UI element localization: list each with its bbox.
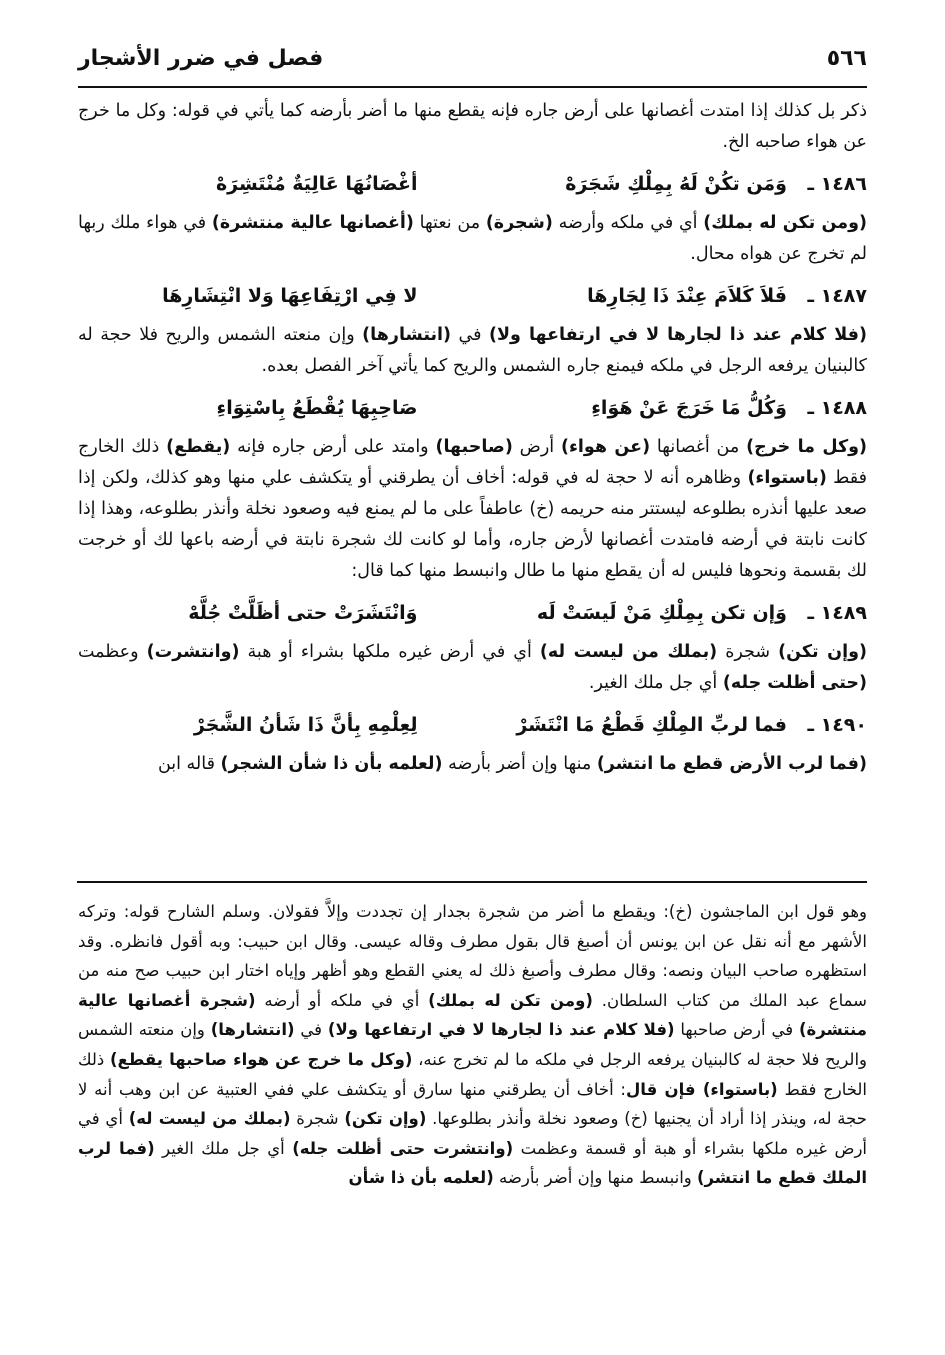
quoted-verse-term: (ومن تكن له بملك) <box>703 213 867 233</box>
commentary-text: في هواء ملك ربها لم تخرج عن هواه محال. <box>78 213 867 264</box>
quoted-verse-term: (باستواء) فإن قال <box>625 1079 778 1099</box>
commentary-paragraph <box>78 749 867 780</box>
commentary-paragraph <box>78 637 867 699</box>
verse-blocks <box>78 162 867 780</box>
verse-second-hemistich: صَاحِبِهَا يُقْطَعُ بِاسْتِوَاءِ <box>216 397 418 419</box>
footnote-text: أي في ملكه أو أرضه <box>255 990 429 1010</box>
quoted-verse-term: (فلا كلام عند ذا لجارها لا في ارتفاعها ولا) <box>489 325 868 345</box>
quoted-verse-term: (وكل ما خرج) <box>746 437 868 457</box>
footnote-text: ذلك الخارج فقط <box>78 1049 868 1099</box>
verse-first-hemistich: وَكُلُّ مَا خَرَجَ عَنْ هَوَاءِ <box>591 397 787 419</box>
footnote-text: وانبسط منها وإن أضر بأرضه <box>493 1168 697 1188</box>
commentary-text: أرض <box>512 437 561 457</box>
verse-number: ١٤٨٧ ـ <box>807 285 867 307</box>
quoted-verse-term: (فلا كلام عند ذا لجارها لا في ارتفاعها ولا) <box>327 1020 675 1040</box>
quoted-verse-term: (لعلمه بأن ذا شأن <box>348 1168 494 1188</box>
commentary-paragraph <box>78 320 867 382</box>
commentary-text: وامتد على أرض جاره فإنه <box>230 437 436 457</box>
verse-number: ١٤٩٠ ـ <box>807 714 867 736</box>
page-header <box>78 36 867 80</box>
commentary-paragraph <box>78 432 867 587</box>
commentary-text: وعظمت <box>78 642 147 662</box>
quoted-verse-term: (انتشارها) <box>210 1020 295 1040</box>
commentary-text: أي في ملكه وأرضه <box>552 213 704 233</box>
footnotes <box>78 897 867 1193</box>
verse-number: ١٤٨٦ ـ <box>807 173 867 195</box>
commentary-text: من أغصانها <box>650 437 747 457</box>
quoted-verse-term: (انتشارها) <box>362 325 452 345</box>
main-text <box>78 96 867 780</box>
quoted-verse-term: (وإن تكن) <box>344 1109 427 1129</box>
verse-second-hemistich: وَانْتَشَرَتْ حتى أظَلَّتْ جُلَّهْ <box>188 602 418 624</box>
footnote-text: في أرض صاحبها <box>674 1020 799 1040</box>
footnote-divider <box>77 881 867 883</box>
commentary-text: ذلك الخارج فقط <box>78 437 867 488</box>
footnote-text: شجرة <box>290 1109 345 1129</box>
quoted-verse-term: (أغصانها عالية منتشرة) <box>211 213 414 233</box>
verse-number: ١٤٨٩ ـ <box>807 602 867 624</box>
page-number: ٥٦٦ <box>826 45 867 71</box>
commentary-text: قاله ابن <box>157 754 221 774</box>
commentary-text: منها وإن أضر بأرضه <box>442 754 597 774</box>
verse-first-hemistich: وَإن تكن بِمِلْكِ مَنْ لَيسَتْ لَه <box>536 602 787 624</box>
commentary-text: وظاهره أنه لا حجة له في قوله: أخاف أن يطرقني أو يتكشف علي منها وهو كذلك، ولكن إذا صعد عليها أنذره بطلوعه ليستتر منه حريمه (خ) عاطفاً على ما لم يمنع فيه وصعود نخلة وأنذر بطلوعه، وهذا إذا كانت نابتة في أرضه فامتدت أغصانها لأرض جاره، وأما لو كانت لك شجرة نابتة في أرضه باعها لك أو خرجت لك بقسمة ونحوها فليس له أن يقطع منها ما طال وانبسط منها كما قال: <box>78 468 867 581</box>
quoted-verse-term: (شجرة أغصانها عالية منتشرة) <box>78 990 867 1040</box>
quoted-verse-term: (عن هواء) <box>560 437 651 457</box>
verse-first-hemistich: فما لربِّ المِلْكِ قَطْعُ مَا انْتَشَرْ <box>516 714 787 736</box>
quoted-verse-term: (باستواء) <box>747 468 827 488</box>
quoted-verse-term: (فما لرب الأرض قطع ما انتشر) <box>596 754 867 774</box>
footnote-text: وهو قول ابن الماجشون (خ): ويقطع ما أضر من شجرة بجدار إن تجددت وإلاَّ فقولان. وسلم الشارح قوله: وتركه الأشهر مع أنه نقل عن ابن يونس أن أصبغ قال بقول مطرف وقاله عيسى. وقال ابن حبيب: وبه أقول فانظره. وقد استظهره صاحب البيان ونصه: وقال مطرف وأصبغ ذلك له يعني القطع وهو أظهر وإياه اختار ابن حبيب صح منه من سماع عبد الملك من كتاب السلطان. <box>78 902 867 1010</box>
verse-line <box>78 591 867 635</box>
footnote-paragraph <box>78 897 867 1193</box>
quoted-verse-term: (يقطع) <box>166 437 231 457</box>
intro-paragraph: ذكر بل كذلك إذا امتدت أغصانها على أرض جاره فإنه يقطع منها ما أضر بأرضه كما يأتي في قوله: وكل ما خرج عن هواء صاحبه الخ. <box>78 101 867 152</box>
quoted-verse-term: (فما لرب الملك قطع ما انتشر) <box>78 1138 867 1188</box>
quoted-verse-term: (وإن تكن) <box>778 642 867 662</box>
verse-first-hemistich: وَمَن تكُنْ لَهُ بِمِلْكِ شَجَرَهْ <box>565 173 787 195</box>
verse-line <box>78 703 867 747</box>
quoted-verse-term: (صاحبها) <box>435 437 513 457</box>
commentary-paragraph <box>78 208 867 270</box>
verse-line <box>78 162 867 206</box>
commentary-text: شجرة <box>717 642 779 662</box>
commentary-text: في <box>451 325 490 345</box>
running-title: فصل في ضرر الأشجار <box>78 45 324 71</box>
verse-second-hemistich: أغْصَانُهَا عَالِيَةٌ مُنْتَشِرَهْ <box>215 173 418 195</box>
commentary-text: أي جل ملك الغير. <box>588 673 723 693</box>
quoted-verse-term: (بملك من ليست له) <box>128 1109 291 1129</box>
header-rule <box>78 86 867 88</box>
quoted-verse-term: (وانتشرت) <box>146 642 240 662</box>
verse-second-hemistich: لا فِي ارْتِفَاعِهَا وَلا انْتِشَارِهَا <box>162 285 418 307</box>
commentary-text: من نعتها <box>413 213 486 233</box>
quoted-verse-term: (ومن تكن له بملك) <box>428 990 593 1010</box>
verse-first-hemistich: فَلاَ كَلاَمَ عِنْدَ ذَا لِجَارِهَا <box>587 285 787 307</box>
commentary-text: أي في أرض غيره ملكها بشراء أو هبة <box>239 642 540 662</box>
footnote-text: أي جل ملك الغير <box>154 1138 293 1158</box>
footnote-text: : أخاف أن يطرقني منها سارق أو يتكشف علي ففي العتبية عن ابن وهب أنه لا حجة له، وينذر إذا أراد أن يجنيها (خ) وصعود نخلة وأنذر بطلوعها. <box>78 1079 867 1129</box>
quoted-verse-term: (وكل ما خرج عن هواء صاحبها يقطع) <box>109 1049 413 1069</box>
footnote-text: في <box>294 1020 328 1040</box>
quoted-verse-term: (وانتشرت حتى أظلت جله) <box>292 1138 514 1158</box>
quoted-verse-term: (بملك من ليست له) <box>539 642 718 662</box>
footnote-text: أي في أرض غيره ملكها بشراء أو هبة أو قسمة وعظمت <box>78 1109 868 1158</box>
footnote-text: وإن منعته الشمس والريح فلا حجة له كالبنيان يرفعه الرجل في ملكه ما لم تخرج عنه، <box>78 1020 868 1069</box>
verse-number: ١٤٨٨ ـ <box>807 397 867 419</box>
commentary-text: وإن منعته الشمس والريح فلا حجة له كالبنيان يرفعه الرجل في ملكه فيمنع جاره الشمس والريح كما يأتي آخر الفصل بعده. <box>78 325 867 376</box>
quoted-verse-term: (شجرة) <box>485 213 553 233</box>
quoted-verse-term: (لعلمه بأن ذا شأن الشجر) <box>220 754 443 774</box>
quoted-verse-term: (حتى أظلت جله) <box>722 673 867 693</box>
verse-line <box>78 274 867 318</box>
verse-line <box>78 386 867 430</box>
verse-second-hemistich: لِعِلْمِهِ بِأنَّ ذَا شَأنُ الشَّجَرْ <box>193 714 418 736</box>
